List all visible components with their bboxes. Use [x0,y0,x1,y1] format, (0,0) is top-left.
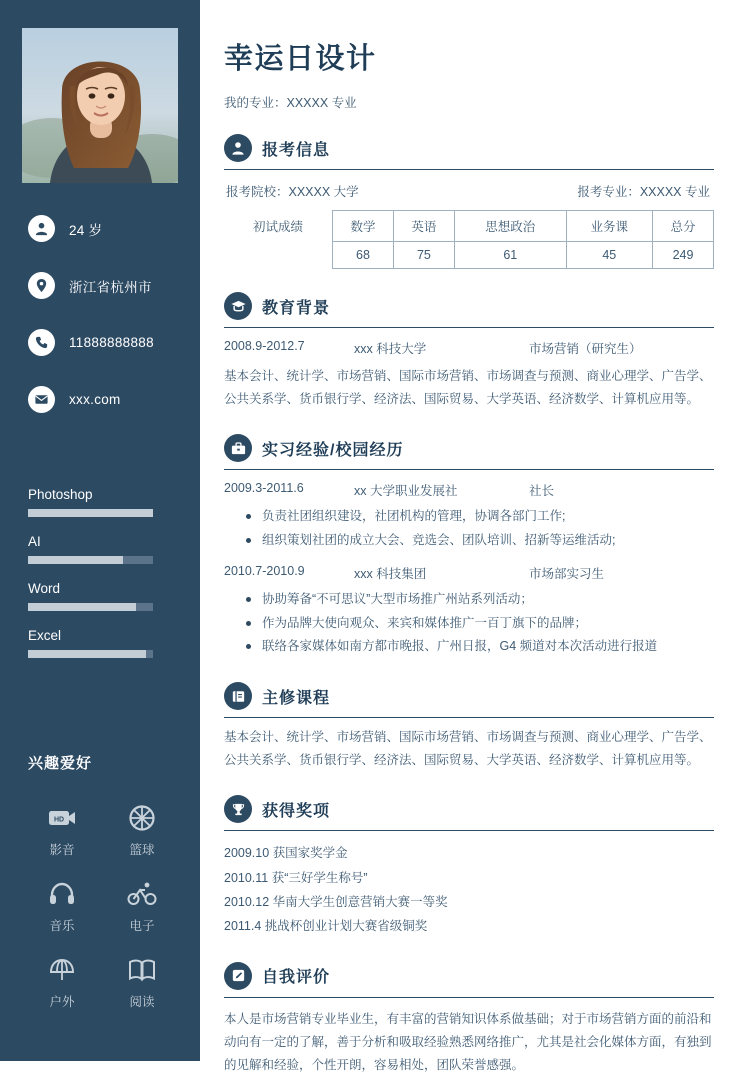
skill-bar-fill [28,509,153,517]
hobby-label: 户外 [49,995,75,1009]
exam-school-major-row [224,182,714,200]
section-divider [224,717,714,718]
section-divider [224,997,714,998]
hobby-item-video [22,800,102,876]
contact-phone-text: 11888888888 [69,335,154,350]
table-header-row [224,211,714,242]
video-icon [47,800,77,836]
book-icon [127,952,157,988]
contact-location-text: 浙江省杭州市 [69,279,152,295]
table-col-math: 数学 [333,211,394,242]
table-cell-professional: 45 [566,242,652,269]
major-line: 我的专业：XXXXX 专业 [224,96,357,110]
section-header [224,131,714,165]
skill-bar-track [28,556,153,564]
internship-entry [224,481,714,553]
skill-bar-fill [28,650,146,658]
exam-major: 报考专业：XXXXX 专业 [577,185,710,199]
hobby-item-basketball [102,800,182,876]
table-cell-politics: 61 [454,242,566,269]
skill-label: Excel [28,628,62,643]
skill-bar-fill [28,556,123,564]
hobby-label: 电子 [129,919,155,933]
section-divider [224,469,714,470]
section-divider [224,830,714,831]
contact-list [0,200,200,428]
section-title: 报考信息 [262,141,331,159]
skill-bar-track [28,650,153,658]
entry-role: 市场部实习生 [529,566,605,581]
main-content [200,0,750,1072]
headphone-icon [48,876,76,912]
hobby-label: 阅读 [129,995,155,1009]
section-title: 实习经验/校园经历 [262,441,404,459]
briefcase-icon [224,434,252,462]
skill-excel [28,628,153,658]
awards-list [224,841,714,939]
section-header [224,792,714,826]
skill-bar-track [28,509,153,517]
list-item: 作为品牌大使向观众、来宾和媒体推广一百丁旗下的品牌； [246,612,714,636]
section-header [224,959,714,993]
section-title: 主修课程 [262,689,331,707]
person-icon [28,215,55,242]
skill-label: Photoshop [28,487,93,502]
scores-row-label: 初试成绩 [224,211,333,242]
entry-organization: xxx 科技集团 [354,566,427,581]
entry-header [224,481,714,499]
section-title: 自我评价 [262,969,331,987]
profile-photo-illustration [22,28,178,183]
table-cell-math: 68 [333,242,394,269]
graduation-cap-icon [224,292,252,320]
contact-age-text: 24 岁 [69,222,103,238]
list-item: 协助筹备“不可思议”大型市场推广州站系列活动； [246,588,714,612]
education-courses: 基本会计、统计学、市场营销、国际市场营销、市场调查与预测、商业心理学、广告学、公共关系学、货币银行学、经济法、国际贸易、大学英语、经济数学、计算机应用等。 [224,369,712,407]
mail-icon [28,386,55,413]
section-exam-info [224,131,714,269]
trophy-icon [224,795,252,823]
section-awards [224,792,714,939]
section-internship [224,431,714,659]
section-education [224,289,714,411]
section-header [224,431,714,465]
list-item: 2009.10 获国家奖学金 [224,846,348,861]
table-row [224,242,714,269]
skill-ai [28,534,153,564]
table-col-professional: 业务课 [566,211,652,242]
skill-photoshop [28,487,153,517]
entry-bullets [224,588,714,659]
table-cell-english: 75 [393,242,454,269]
entry-header [224,339,714,357]
skill-label: Word [28,581,61,596]
umbrella-icon [48,952,76,988]
section-header [224,289,714,323]
entry-date: 2009.3-2011.6 [224,481,304,496]
cycling-icon [127,876,157,912]
exam-scores-table [224,210,714,269]
main-courses-text: 基本会计、统计学、市场营销、国际市场营销、市场调查与预测、商业心理学、广告学、公共关系学、货币银行学、经济法、国际贸易、大学英语、经济数学、计算机应用等。 [224,730,712,768]
contact-item-phone [0,314,200,371]
section-self-evaluation [224,959,714,1077]
contact-item-location [0,257,200,314]
skills-list [28,487,153,675]
hobbies-title: 兴趣爱好 [28,755,93,772]
table-col-english: 英语 [393,211,454,242]
entry-organization: xx 大学职业发展社 [354,484,458,499]
book-open-icon [224,682,252,710]
hobbies-grid [22,800,182,1028]
entry-bullets [224,505,714,553]
entry-role: 市场营销（研究生） [529,342,642,356]
entry-header [224,564,714,582]
skill-word [28,581,153,611]
contact-mail-text: xxx.com [69,392,121,407]
list-item: 负责社团组织建设，社团机构的管理，协调各部门工作; [246,505,714,529]
entry-date: 2008.9-2012.7 [224,339,305,353]
section-title: 获得奖项 [262,802,331,820]
internship-entry [224,564,714,659]
hobby-item-outdoor [22,952,102,1028]
contact-item-mail [0,371,200,428]
list-item: 联络各家媒体如南方都市晚报、广州日报，G4 频道对本次活动进行报道 [246,635,714,659]
section-divider [224,169,714,170]
table-col-total: 总分 [652,211,713,242]
page-title: 幸运日设计 [224,43,377,75]
skill-bar-fill [28,603,136,611]
hobby-label: 音乐 [49,919,75,933]
avatar [22,28,178,183]
section-title: 教育背景 [262,299,331,317]
hobby-label: 篮球 [129,843,155,857]
exam-school: 报考院校：XXXXX 大学 [226,185,359,199]
scores-row-spacer [224,242,333,269]
list-item: 2010.11 获“三好学生称号” [224,870,368,885]
table-cell-total: 249 [652,242,713,269]
skill-bar-track [28,603,153,611]
svg-text:HD: HD [53,816,65,824]
hobby-item-music [22,876,102,952]
pen-square-icon [224,962,252,990]
entry-date: 2010.7-2010.9 [224,563,305,578]
section-header [224,679,714,713]
self-evaluation-text: 本人是市场营销专业毕业生，有丰富的营销知识体系做基础；对于市场营销方面的前沿和动向有一定的了解，善于分析和吸取经验熟悉网络推广，尤其是社会化媒体方面，有独到的见解和经验，个性开朗，容易相处，团队荣誉感强。 [224,1011,712,1072]
hobby-label: 影音 [49,843,75,857]
skill-label: AI [28,534,41,549]
phone-icon [28,329,55,356]
hobby-item-cycling [102,876,182,952]
list-item: 2011.4 挑战杯创业计划大赛省级铜奖 [224,919,428,934]
table-col-politics: 思想政治 [454,211,566,242]
contact-item-age [0,200,200,257]
hobby-item-reading [102,952,182,1028]
entry-role: 社长 [529,484,555,499]
section-main-courses [224,679,714,772]
person-badge-icon [224,134,252,162]
section-divider [224,327,714,328]
sidebar [0,0,200,1061]
education-entry [224,339,714,411]
entry-organization: xxx 科技大学 [354,342,427,356]
list-item: 2010.12 华南大学生创意营销大赛一等奖 [224,895,448,909]
location-icon [28,272,55,299]
basketball-icon [128,800,156,836]
list-item: 组织策划社团的成立大会、竞选会、团队培训、招新等运维活动; [246,529,714,553]
